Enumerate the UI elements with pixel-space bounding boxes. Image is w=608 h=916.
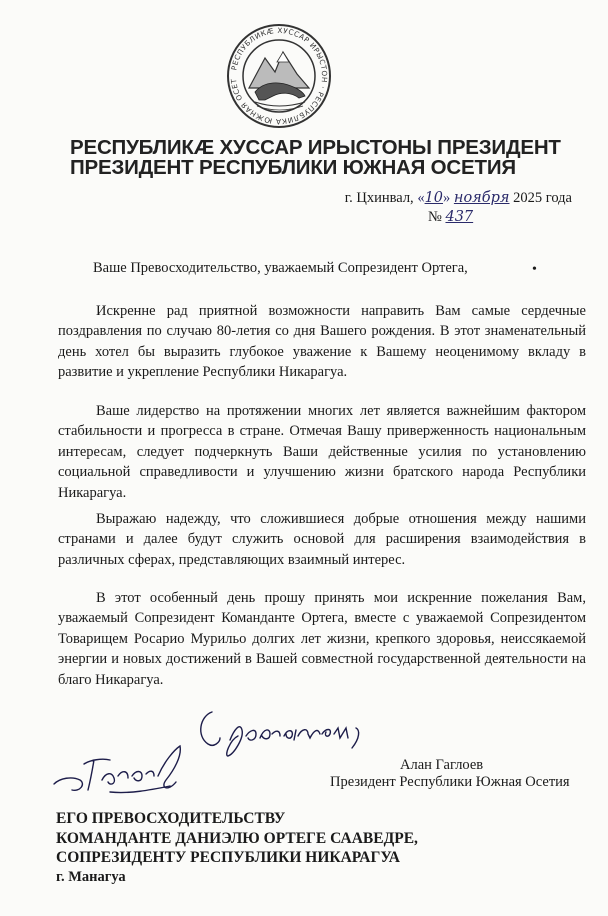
dateline-year: 2025 года [513,190,572,206]
signature [50,742,200,800]
document-number-value: 437 [445,209,474,225]
signature-graphic [50,742,200,800]
dateline-quote-close: » [443,190,451,206]
document-number [428,209,473,226]
letter-paragraph-4: В этот особенный день прошу принять мои искренние пожелания Вам, уважаемый Сопрезидент Команданте Ортега, вместе с уважаемой Сопрезидентом Товарищем Росарио Мурильо долгих лет жизни, крепкого здоровья, неиссякаемой энергии и новых достижений в Вашей совместной государственной деятельности на благо Никарагуа. [58,590,586,688]
signer-title: Президент Республики Южная Осетия [330,774,570,790]
margin-mark: • [532,262,537,277]
handwritten-regards [190,700,390,760]
letter-greeting: Ваше Превосходительство, уважаемый Сопрезидент Ортега, [93,260,468,276]
addressee-city: г. Манагуа [56,869,126,885]
emblem-ring-text: РЕСПУБЛИКӔ ХУССАР ИРЫСТОН · РЕСПУБЛИКА ЮЖНАЯ ОСЕТ [229,25,330,127]
addressee-line-1: ЕГО ПРЕВОСХОДИТЕЛЬСТВУ [56,810,286,827]
dateline-place: г. Цхинвал, [344,190,414,206]
addressee-line-2: КОМАНДАНТЕ ДАНИЭЛЮ ОРТЕГЕ СААВЕДРЕ, [56,830,418,847]
dateline [345,190,572,207]
letter-paragraph-3: Выражаю надежду, что сложившиеся добрые отношения между нашими странами и далее будут служить основой для расширения взаимодействия в различных сферах, представляющих взаимный интерес. [58,511,586,568]
dateline-month: ноября [453,190,510,206]
header-line-ossetian: РЕСПУБЛИКӔ ХУССАР ИРЫСТОНЫ ПРЕЗИДЕНТ [70,136,561,159]
header-line-russian: ПРЕЗИДЕНТ РЕСПУБЛИКИ ЮЖНАЯ ОСЕТИЯ [70,156,516,179]
letter-paragraph-2: Ваше лидерство на протяжении многих лет является важнейшим фактором стабильности и прогресса в стране. Отмечая Вашу приверженность национальным интересам, следует подчеркнуть Ваши действенные усилия по установлению социальной справедливости и улучшению жизни братского народа Республики Никарагуа. [58,403,586,501]
dateline-quote-open: « [417,190,425,206]
letter-paragraph-1: Искренне рад приятной возможности направить Вам самые сердечные поздравления по случаю 80-летия со дня Вашего рождения. В этот знаменательный день хотел бы выразить глубокое уважение к Вашему неоценимому вкладу в развитие и укрепление Республики Никарагуа. [58,303,586,381]
addressee-line-3: СОПРЕЗИДЕНТУ РЕСПУБЛИКИ НИКАРАГУА [56,849,400,866]
document-number-label: № [428,209,442,225]
handwritten-regards-graphic [190,700,390,760]
dateline-day: 10 [424,190,444,206]
signer-name: Алан Гаглоев [400,757,484,773]
coat-of-arms-icon [225,22,333,130]
